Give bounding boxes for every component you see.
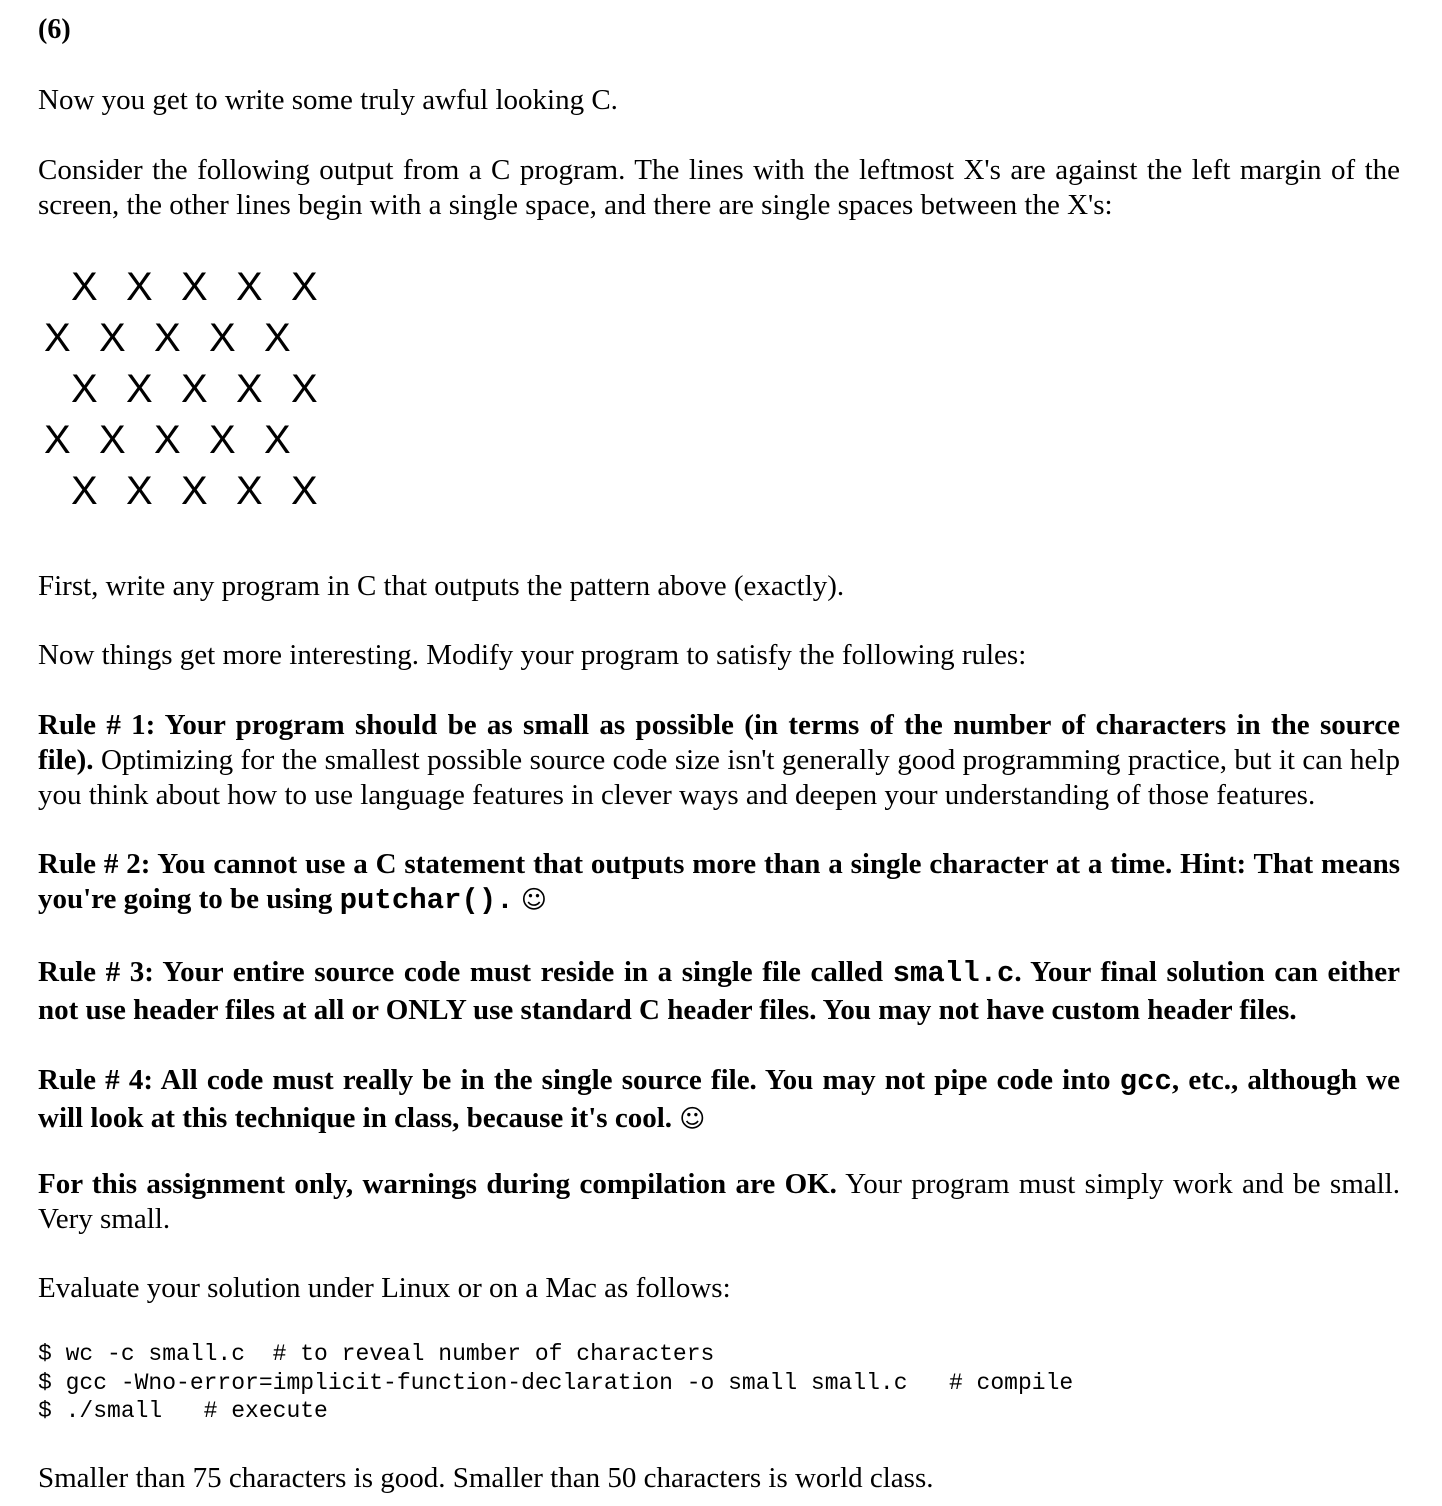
pattern-x: X xyxy=(71,367,98,411)
warnings-paragraph xyxy=(38,1167,1400,1237)
pattern-row xyxy=(44,315,344,366)
rule-1-text: Optimizing for the smallest possible source code size isn't generally good programming practice, but it can help you think about how to use language features in clever ways and deepen your understanding of those features. xyxy=(38,744,1400,811)
rule-4-code: gcc xyxy=(1119,1065,1172,1098)
pattern-x: X xyxy=(236,469,263,513)
pattern-x: X xyxy=(126,367,153,411)
rule-2-code: putchar(). xyxy=(339,884,514,917)
rules-intro-paragraph: Now things get more interesting. Modify your program to satisfy the following rules: xyxy=(38,639,1027,671)
pattern-x: X xyxy=(71,265,98,309)
pattern-x: X xyxy=(181,265,208,309)
command-line: $ wc -c small.c # to reveal number of characters xyxy=(38,1341,715,1367)
rule-1-heading: Rule # 1: Your program should be as small as possible (in terms of the number of characters in the source file). xyxy=(38,709,1400,776)
consider-paragraph: Consider the following output from a C program. The lines with the leftmost X's are against the left margin of the screen, the other lines begin with a single space, and there are single spaces between the X's: xyxy=(38,154,1400,221)
closing-paragraph: Smaller than 75 characters is good. Smaller than 50 characters is world class. xyxy=(38,1462,934,1494)
pattern-x: X xyxy=(71,469,98,513)
pattern-x: X xyxy=(44,316,71,360)
pattern-x: X xyxy=(99,316,126,360)
rule-3-text-end: . Your final solution can either not use header files at all or ONLY use standard C header files. You may not have custom header files. xyxy=(38,956,1400,1026)
pattern-x: X xyxy=(209,316,236,360)
command-line: $ gcc -Wno-error=implicit-function-declaration -o small small.c # compile xyxy=(38,1369,1074,1396)
evaluate-paragraph: Evaluate your solution under Linux or on a Mac as follows: xyxy=(38,1272,731,1304)
rule-4-text-end: , etc., although we will look at this technique in class, because it's cool. xyxy=(38,1064,1400,1134)
rule-3-code: small.c xyxy=(892,957,1015,990)
pattern-x: X xyxy=(291,265,318,309)
intro-paragraph: Now you get to write some truly awful looking C. xyxy=(38,84,618,116)
command-line: $ ./small # execute xyxy=(38,1398,328,1424)
problem-number: (6) xyxy=(38,14,71,45)
pattern-row xyxy=(44,468,344,519)
rule-2-text: Rule # 2: You cannot use a C statement that outputs more than a single character at a time. Hint: That means you're going to be using xyxy=(38,848,1400,915)
pattern-x: X xyxy=(126,265,153,309)
pattern-x: X xyxy=(291,469,318,513)
pattern-x: X xyxy=(236,367,263,411)
pattern-row xyxy=(44,417,344,468)
pattern-row xyxy=(44,366,344,417)
pattern-x: X xyxy=(264,316,291,360)
rule-2 xyxy=(38,847,1400,918)
pattern-x: X xyxy=(154,316,181,360)
pattern-x: X xyxy=(126,469,153,513)
pattern-x: X xyxy=(181,469,208,513)
rule-4-text-start: Rule # 4: All code must really be in the single source file. You may not pipe code into xyxy=(38,1064,1120,1096)
rule-1 xyxy=(38,708,1400,813)
pattern-x: X xyxy=(154,418,181,462)
smiley-icon: ☺ xyxy=(520,885,547,914)
pattern-x: X xyxy=(209,418,236,462)
rule-3-text-start: Rule # 3: Your entire source code must reside in a single file called xyxy=(38,956,893,988)
pattern-x: X xyxy=(99,418,126,462)
smiley-icon: ☺ xyxy=(679,1104,706,1133)
pattern-x: X xyxy=(236,265,263,309)
command-block xyxy=(38,1340,1073,1426)
pattern-x: X xyxy=(181,367,208,411)
pattern-x: X xyxy=(291,367,318,411)
warnings-bold: For this assignment only, warnings during compilation are OK. xyxy=(38,1168,837,1200)
rule-4 xyxy=(38,1062,1400,1137)
first-task-paragraph: First, write any program in C that outputs the pattern above (exactly). xyxy=(38,570,845,602)
x-pattern xyxy=(44,264,344,519)
pattern-row xyxy=(44,264,344,315)
pattern-x: X xyxy=(264,418,291,462)
warnings-text: Your program must simply work and be small. Very small. xyxy=(38,1168,1400,1235)
rule-3 xyxy=(38,954,1400,1029)
pattern-x: X xyxy=(44,418,71,462)
